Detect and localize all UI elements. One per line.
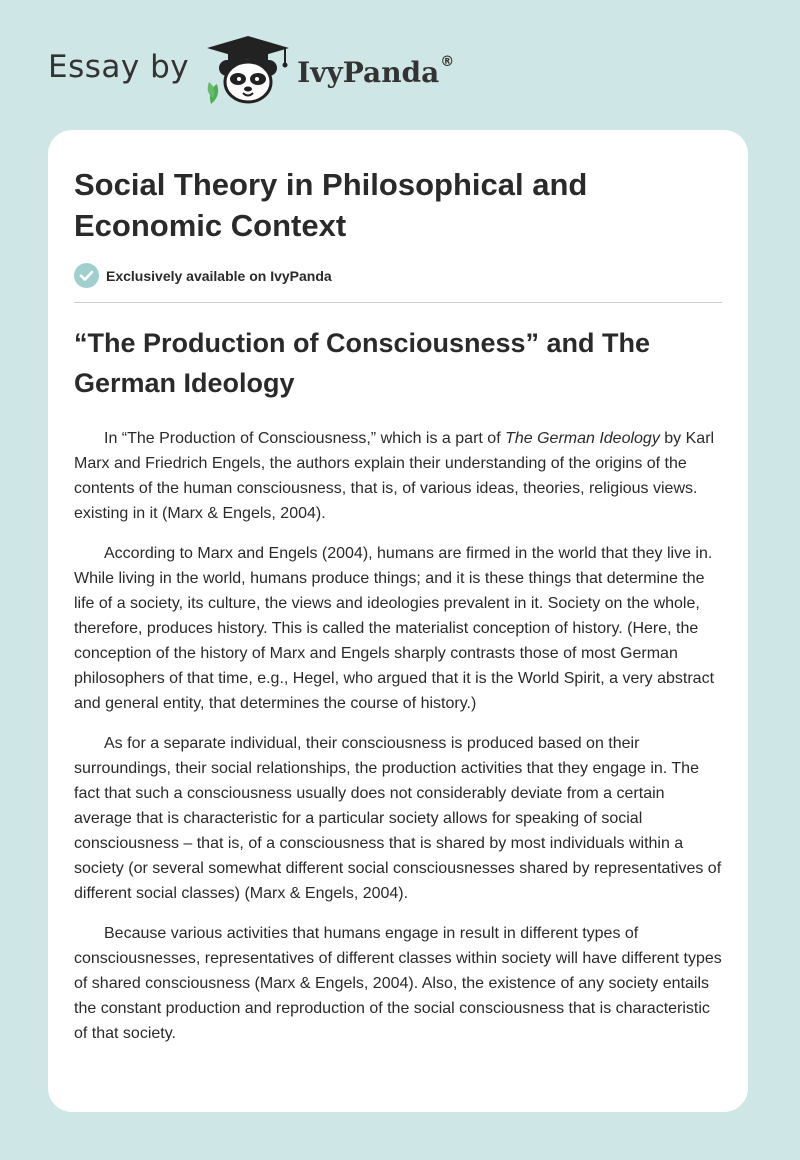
essay-card <box>48 130 748 1112</box>
exclusive-badge <box>74 263 332 288</box>
article-body <box>74 426 724 1061</box>
check-circle-icon <box>74 263 99 288</box>
page-title: Social Theory in Philosophical and Economic Context <box>74 167 588 243</box>
divider <box>74 302 722 303</box>
essay-by-label: Essay by <box>48 49 190 85</box>
brand-header[interactable] <box>48 34 454 106</box>
paragraph-2: According to Marx and Engels (2004), humans are firmed in the world that they live in. While living in the world, humans produce things; and it is these things that determine the life of a society, its culture, the views and ideologies prevalent in it. Society on the whole, therefore, produces history. This is called the materialist conception of history. (Here, the conception of the history of Marx and Engels sharply contrasts those of most German philosophers of that time, e.g., Hegel, who argued that it is the World Spirit, a very abstract and general entity, that determines the course of history.) <box>74 545 715 712</box>
panda-logo-icon <box>203 34 293 106</box>
paragraph-4: Because various activities that humans engage in result in different types of consciousnesses, representatives of different classes within society will have different types of shared consciousness (Marx & Engels, 2004). Also, the existence of any society entails the constant production and reproduction of the social consciousness that is characteristic of that society. <box>74 925 722 1042</box>
exclusive-label: Exclusively available on IvyPanda <box>106 267 332 284</box>
paragraph-3: As for a separate individual, their consciousness is produced based on their surroundings, their social relationships, the production activities that they engage in. The fact that such a consciousness usually does not considerably deviate from a certain average that is characteristic for a particular society allows for speaking of social consciousness – that is, of a consciousness that is shared by most individuals within a society (or several somewhat different social consciousnesses shared by representatives of different social classes) (Marx & Engels, 2004). <box>74 735 722 902</box>
book-title: The German Ideology <box>505 430 660 447</box>
paragraph-1: In “The Production of Consciousness,” which is a part of The German Ideology by Karl Marx and Friedrich Engels, the authors explain their understanding of the origins of the contents of the human consciousness, that is, of various ideas, theories, religious views. existing in it (Marx & Engels, 2004). <box>74 430 715 522</box>
section-heading: “The Production of Consciousness” and The German Ideology <box>74 328 651 398</box>
brand-name: IvyPanda® <box>297 53 455 89</box>
